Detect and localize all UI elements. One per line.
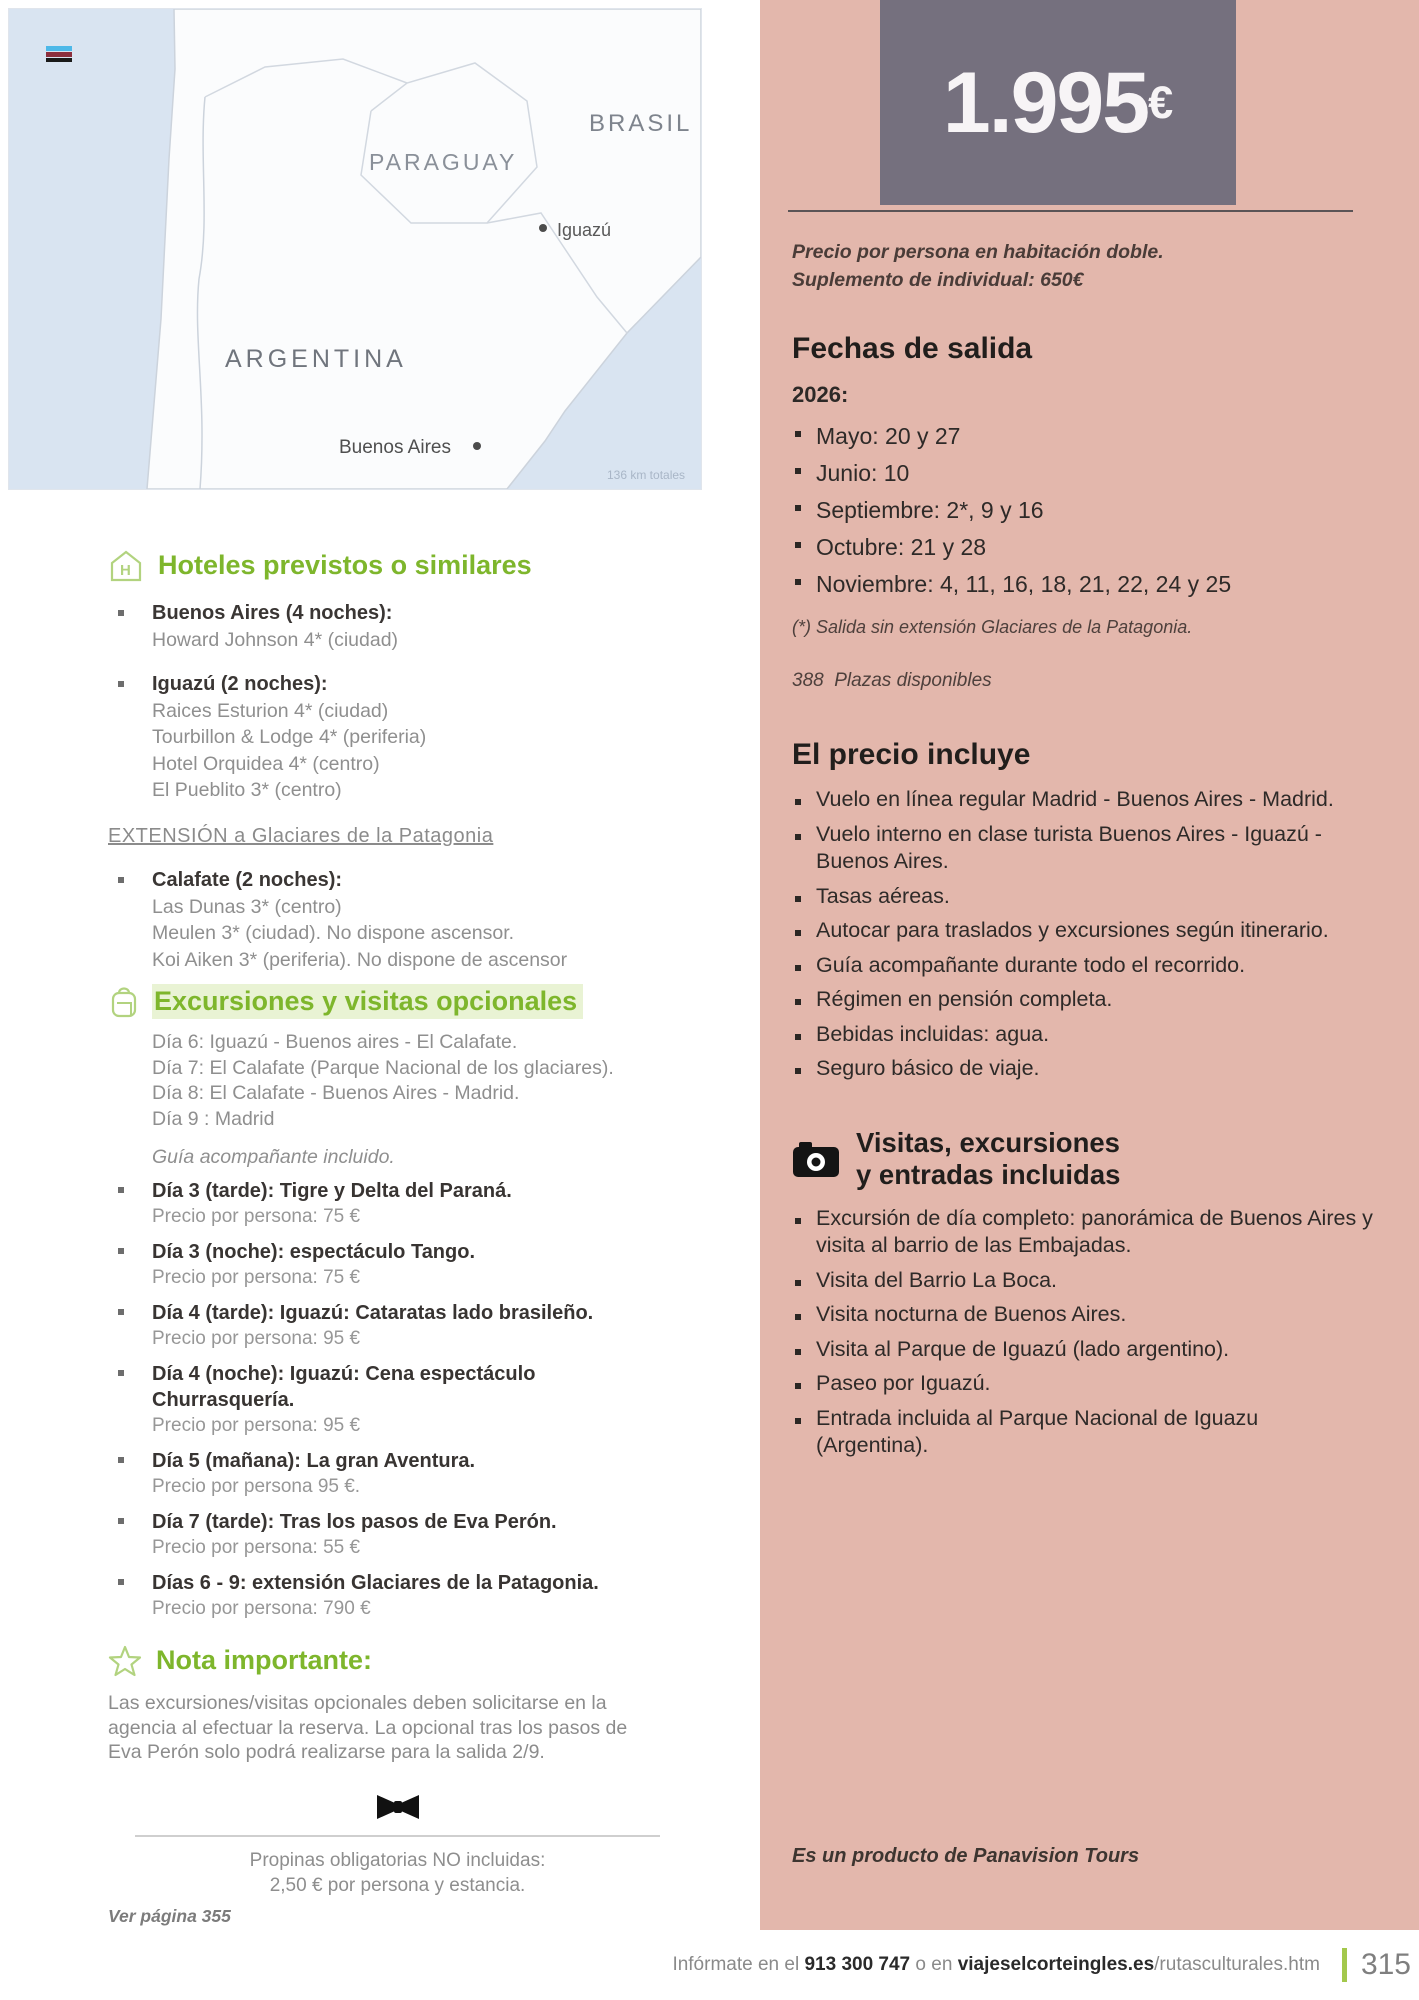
visita-item: Paseo por Iguazú. <box>792 1370 1375 1398</box>
excursiones-heading-label: Excursiones y visitas opcionales <box>152 984 583 1019</box>
itinerary-line: Día 9 : Madrid <box>152 1107 275 1130</box>
hoteles-heading-label: Hoteles previstos o similares <box>158 550 532 580</box>
nota-text: Las excursiones/visitas opcionales deben solicitarse en la agencia al efectuar la reserva. La opcional tras los pasos de Eva Perón solo podrá realizarse para la salida 2/9. <box>108 1692 628 1763</box>
incluye-item: Vuelo en línea regular Madrid - Buenos Aires - Madrid. <box>792 786 1375 814</box>
excursion-price: Precio por persona: 790 € <box>152 1598 371 1619</box>
page-footer <box>0 1948 1411 1982</box>
excursion-title: Día 4 (noche): Iguazú: Cena espectáculo Churrasquería. <box>152 1361 628 1413</box>
excursion-title: Días 6 - 9: extensión Glaciares de la Patagonia. <box>152 1570 628 1596</box>
page-number: 315 <box>1360 1948 1411 1981</box>
map-label-iguazu: Iguazú <box>557 220 612 240</box>
offer-panel <box>760 0 1419 1930</box>
visitas-heading <box>792 1127 1375 1191</box>
incluye-item: Régimen en pensión completa. <box>792 986 1375 1014</box>
footer-phone: 913 300 747 <box>804 1954 911 1975</box>
excursion-title: Día 3 (noche): espectáculo Tango. <box>152 1239 628 1265</box>
tour-operator-note: Es un producto de Panavision Tours <box>792 1845 1140 1867</box>
footer-mid: o en <box>910 1954 958 1975</box>
nota-heading <box>108 1643 628 1678</box>
excursion-title: Día 5 (mañana): La gran Aventura. <box>152 1448 628 1474</box>
fecha-item: Noviembre: 4, 11, 16, 18, 21, 22, 24 y 25 <box>792 566 1375 603</box>
hotel-line: El Pueblito 3* (centro) <box>152 779 342 801</box>
hotel-line: Koi Aiken 3* (periferia). No dispone de ascensor <box>152 948 568 971</box>
itinerary-line: Día 6: Iguazú - Buenos aires - El Calafate. <box>152 1031 518 1053</box>
bow-tie-icon <box>375 1793 421 1821</box>
hotel-city: Calafate (2 noches): <box>152 867 628 894</box>
print-registration-mark <box>46 46 72 68</box>
country-map <box>8 8 702 490</box>
propinas-section <box>135 1793 660 1898</box>
visitas-title-line2: y entradas incluidas <box>856 1158 1121 1190</box>
propinas-line1: Propinas obligatorias NO incluidas: <box>249 1850 546 1871</box>
visitas-title <box>856 1127 1120 1191</box>
guide-note: Guía acompañante incluido. <box>152 1146 395 1168</box>
excursion-price: Precio por persona: 55 € <box>152 1537 361 1558</box>
incluye-item: Seguro básico de viaje. <box>792 1055 1375 1083</box>
incluye-item: Tasas aéreas. <box>792 883 1375 911</box>
fechas-footnote: (*) Salida sin extensión Glaciares de la Patagonia. <box>792 617 1193 637</box>
map-graphic <box>9 9 701 489</box>
hotel-city: Iguazú (2 noches): <box>152 671 628 698</box>
extension-title: EXTENSIÓN a Glaciares de la Patagonia <box>108 824 494 847</box>
fecha-item: Septiembre: 2*, 9 y 16 <box>792 492 1375 529</box>
fecha-item: Octubre: 21 y 28 <box>792 529 1375 566</box>
hoteles-section <box>108 548 628 973</box>
excursion-price: Precio por persona: 75 € <box>152 1267 361 1288</box>
footer-pre: Infórmate en el <box>672 1954 805 1975</box>
excursion-title: Día 7 (tarde): Tras los pasos de Eva Perón. <box>152 1509 628 1535</box>
visita-item: Excursión de día completo: panorámica de Buenos Aires y visita al barrio de las Embajadas. <box>792 1205 1375 1260</box>
nota-heading-label: Nota importante: <box>156 1645 372 1675</box>
plazas-disponibles: 388 Plazas disponibles <box>792 670 992 691</box>
footer-green-bar <box>1342 1948 1347 1982</box>
excursion-item <box>108 1570 628 1622</box>
hotel-line: Hotel Orquidea 4* (centro) <box>152 752 380 775</box>
excursion-price: Precio por persona 95 €. <box>152 1476 361 1497</box>
hotel-group <box>108 867 628 974</box>
excursion-title: Día 3 (tarde): Tigre y Delta del Paraná. <box>152 1178 628 1204</box>
map-label-buenos-aires: Buenos Aires <box>339 437 451 458</box>
hotel-line: Tourbillon & Lodge 4* (periferia) <box>152 726 427 748</box>
excursion-price: Precio por persona: 95 € <box>152 1328 361 1349</box>
itinerary-line: Día 7: El Calafate (Parque Nacional de los glaciares). <box>152 1056 614 1079</box>
hoteles-heading <box>108 548 628 583</box>
propinas-divider <box>135 1835 660 1898</box>
excursion-item <box>108 1300 628 1352</box>
hotel-city: Buenos Aires (4 noches): <box>152 600 628 627</box>
hotel-line: Meulen 3* (ciudad). No dispone ascensor. <box>152 922 515 944</box>
excursion-item <box>108 1239 628 1291</box>
map-label-argentina: ARGENTINA <box>225 345 407 373</box>
incluye-item: Bebidas incluidas: agua. <box>792 1021 1375 1049</box>
incluye-item: Autocar para traslados y excursiones según itinerario. <box>792 917 1375 945</box>
incluye-item: Vuelo interno en clase turista Buenos Aires - Iguazú - Buenos Aires. <box>792 821 1375 876</box>
hotel-line: Howard Johnson 4* (ciudad) <box>152 629 399 651</box>
camera-icon <box>792 1139 840 1179</box>
incluye-item: Guía acompañante durante todo el recorrido. <box>792 952 1375 980</box>
visita-item: Entrada incluida al Parque Nacional de Iguazu (Argentina). <box>792 1405 1375 1460</box>
excursion-title: Día 4 (tarde): Iguazú: Cataratas lado brasileño. <box>152 1300 628 1326</box>
svg-text:H: H <box>120 561 131 579</box>
excursion-item <box>108 1361 628 1439</box>
fechas-title: Fechas de salida <box>792 332 1033 365</box>
itinerary-line: Día 8: El Calafate - Buenos Aires - Madrid. <box>152 1082 520 1104</box>
map-label-brasil: BRASIL <box>589 110 693 137</box>
see-page-note: Ver página 355 <box>108 1906 231 1926</box>
excursiones-heading <box>108 983 628 1019</box>
hotel-line: Raices Esturion 4* (ciudad) <box>152 699 389 722</box>
hotel-group <box>108 671 628 804</box>
precio-incluye-list <box>792 786 1375 1083</box>
hotel-house-icon <box>108 549 144 583</box>
map-label-paraguay: PARAGUAY <box>369 149 518 175</box>
excursion-item <box>108 1509 628 1561</box>
visita-item: Visita del Barrio La Boca. <box>792 1267 1375 1295</box>
map-scale-note: 136 km totales <box>607 468 686 482</box>
price-currency: € <box>1148 76 1174 128</box>
price-note-1: Precio por persona en habitación doble. <box>792 241 1164 263</box>
excursion-price: Precio por persona: 75 € <box>152 1206 361 1227</box>
price-value: 1.995 <box>942 54 1149 151</box>
excursion-item <box>108 1178 628 1230</box>
fechas-year: 2026: <box>792 382 849 407</box>
star-icon <box>108 1645 142 1677</box>
fechas-list <box>792 418 1375 603</box>
visitas-list <box>792 1205 1375 1460</box>
hotel-line: Las Dunas 3* (centro) <box>152 895 342 918</box>
excursion-price: Precio por persona: 95 € <box>152 1415 361 1436</box>
fecha-item: Mayo: 20 y 27 <box>792 418 1375 455</box>
footer-site: viajeselcorteingles.es <box>957 1954 1155 1975</box>
propinas-line2: 2,50 € por persona y estancia. <box>269 1875 526 1896</box>
hotel-group <box>108 600 628 654</box>
visitas-title-line1: Visitas, excursiones <box>856 1126 1120 1158</box>
price-notes <box>792 238 1375 294</box>
extension-itinerary <box>108 1030 628 1132</box>
footer-contact <box>672 1954 1320 1976</box>
visita-item: Visita al Parque de Iguazú (lado argentino). <box>792 1336 1375 1364</box>
footer-path: /rutasculturales.htm <box>1154 1954 1320 1975</box>
visita-item: Visita nocturna de Buenos Aires. <box>792 1301 1375 1329</box>
excursiones-section <box>108 983 628 1622</box>
fecha-item: Junio: 10 <box>792 455 1375 492</box>
price-note-2: Suplemento de individual: 650€ <box>792 269 1084 291</box>
precio-incluye-title: El precio incluye <box>792 738 1031 771</box>
excursion-item <box>108 1448 628 1500</box>
backpack-icon <box>108 983 140 1019</box>
nota-section <box>108 1643 628 1765</box>
